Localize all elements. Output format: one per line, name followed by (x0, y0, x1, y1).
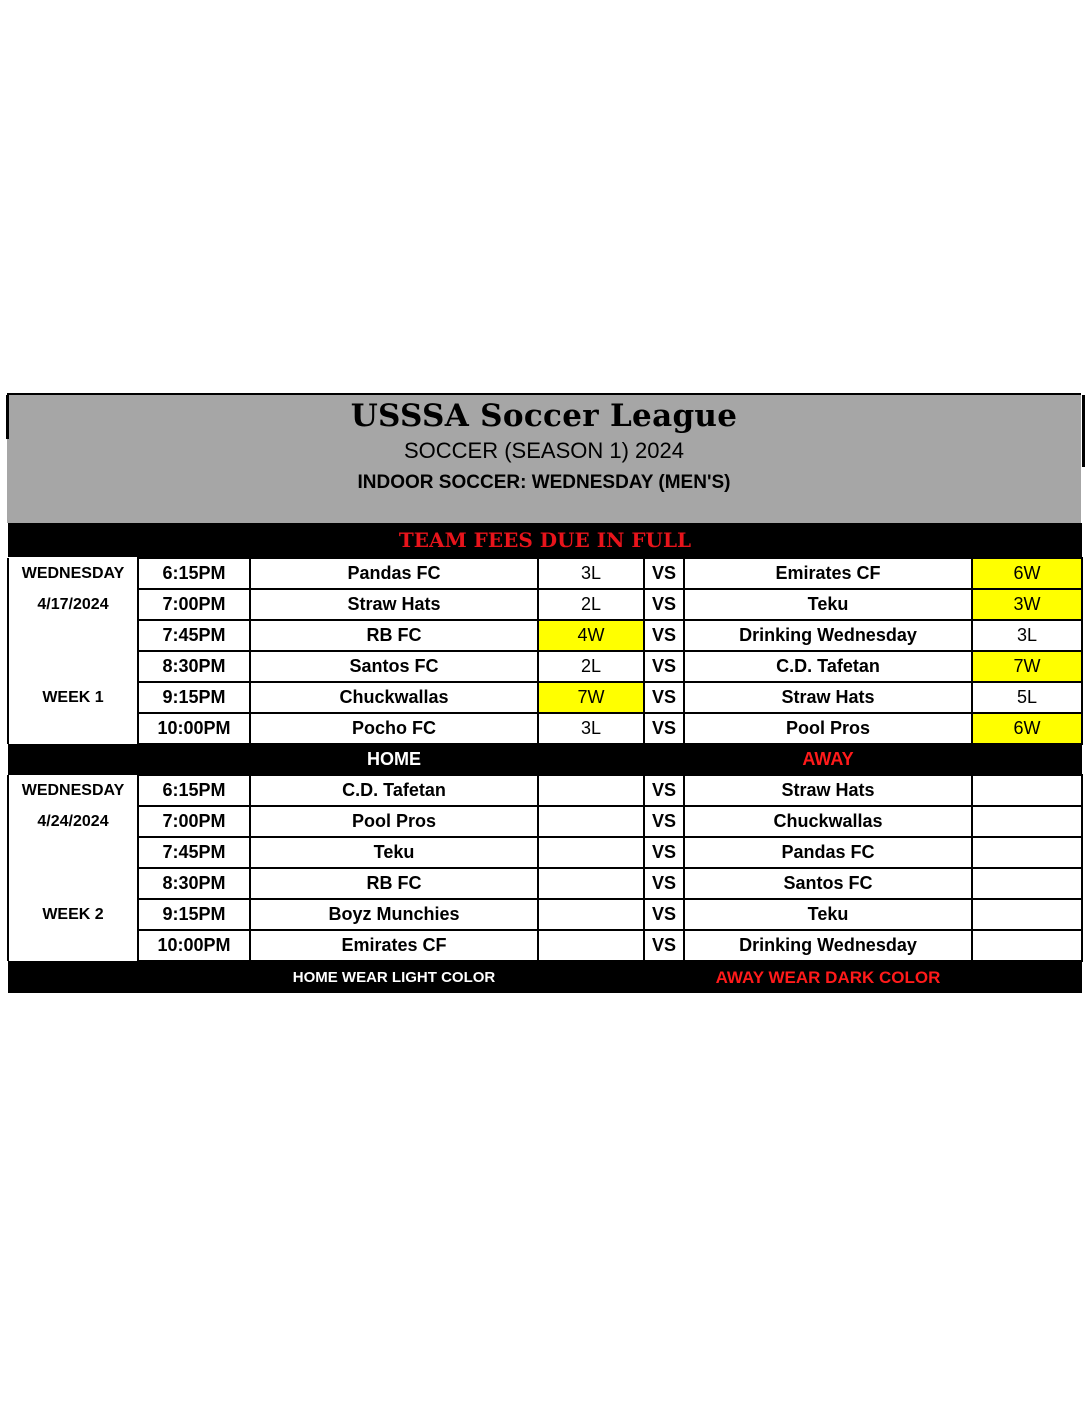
fees-banner: TEAM FEES DUE IN FULL (8, 523, 1082, 558)
week1-games (8, 558, 1082, 744)
home-team: Straw Hats (250, 589, 538, 620)
away-team: Straw Hats (684, 682, 972, 713)
league-title: USSSA Soccer League (350, 398, 738, 434)
game-row (8, 930, 1082, 961)
game-row (8, 558, 1082, 589)
home-result (538, 837, 644, 868)
home-result: 3L (538, 558, 644, 589)
week2-games (8, 775, 1082, 961)
season-title: SOCCER (SEASON 1) 2024 (404, 438, 684, 463)
division-title: INDOOR SOCCER: WEDNESDAY (MEN'S) (357, 472, 731, 493)
game-row (8, 713, 1082, 744)
away-result (972, 899, 1082, 930)
header-rule-right (1082, 395, 1085, 467)
game-time: 9:15PM (138, 899, 250, 930)
wear-footer-row (8, 961, 1082, 993)
game-row (8, 620, 1082, 651)
away-result: 3L (972, 620, 1082, 651)
game-day: WEDNESDAY (8, 558, 138, 589)
vs-label: VS (644, 930, 684, 961)
vs-label: VS (644, 806, 684, 837)
vs-label: VS (644, 713, 684, 744)
footer-spacer (972, 961, 1082, 993)
vs-label: VS (644, 682, 684, 713)
home-wear-note: HOME WEAR LIGHT COLOR (250, 961, 538, 993)
game-time: 10:00PM (138, 930, 250, 961)
schedule-header (7, 393, 1081, 523)
away-result (972, 930, 1082, 961)
home-team: C.D. Tafetan (250, 775, 538, 806)
home-result (538, 899, 644, 930)
home-team: Pocho FC (250, 713, 538, 744)
day-cell (8, 620, 138, 651)
home-team: Emirates CF (250, 930, 538, 961)
game-day: WEDNESDAY (8, 775, 138, 806)
game-row (8, 868, 1082, 899)
footer-spacer (538, 961, 644, 993)
game-date: 4/17/2024 (8, 589, 138, 620)
away-result (972, 775, 1082, 806)
label-spacer (538, 744, 644, 775)
home-result (538, 775, 644, 806)
footer-spacer (138, 961, 250, 993)
home-result: 2L (538, 589, 644, 620)
away-result: 3W (972, 589, 1082, 620)
away-result (972, 806, 1082, 837)
game-date: 4/24/2024 (8, 806, 138, 837)
away-team: Pandas FC (684, 837, 972, 868)
away-team: Drinking Wednesday (684, 620, 972, 651)
home-team: Santos FC (250, 651, 538, 682)
fees-banner-row (8, 523, 1082, 558)
game-time: 8:30PM (138, 651, 250, 682)
home-team: RB FC (250, 868, 538, 899)
game-row (8, 682, 1082, 713)
home-result: 7W (538, 682, 644, 713)
home-team: RB FC (250, 620, 538, 651)
day-cell (8, 713, 138, 744)
home-team: Chuckwallas (250, 682, 538, 713)
footer-spacer (8, 961, 138, 993)
away-result (972, 837, 1082, 868)
label-spacer (8, 744, 138, 775)
week-label: WEEK 1 (8, 682, 138, 713)
week-label: WEEK 2 (8, 899, 138, 930)
game-row (8, 806, 1082, 837)
home-result (538, 930, 644, 961)
away-team: Straw Hats (684, 775, 972, 806)
away-result: 6W (972, 713, 1082, 744)
game-row (8, 899, 1082, 930)
game-time: 8:30PM (138, 868, 250, 899)
vs-label: VS (644, 899, 684, 930)
vs-label: VS (644, 589, 684, 620)
home-result: 2L (538, 651, 644, 682)
game-row (8, 775, 1082, 806)
away-result (972, 868, 1082, 899)
day-cell (8, 837, 138, 868)
home-result: 4W (538, 620, 644, 651)
label-spacer (138, 744, 250, 775)
game-row (8, 589, 1082, 620)
game-time: 7:45PM (138, 837, 250, 868)
home-result: 3L (538, 713, 644, 744)
away-team: Chuckwallas (684, 806, 972, 837)
home-team: Pandas FC (250, 558, 538, 589)
away-result: 7W (972, 651, 1082, 682)
home-team: Teku (250, 837, 538, 868)
vs-label: VS (644, 620, 684, 651)
label-spacer (644, 744, 684, 775)
game-time: 10:00PM (138, 713, 250, 744)
home-away-label-row (8, 744, 1082, 775)
away-label: AWAY (684, 744, 972, 775)
game-row (8, 837, 1082, 868)
home-result (538, 806, 644, 837)
home-team: Pool Pros (250, 806, 538, 837)
game-time: 7:45PM (138, 620, 250, 651)
day-cell (8, 651, 138, 682)
away-team: Pool Pros (684, 713, 972, 744)
home-label: HOME (250, 744, 538, 775)
away-team: Drinking Wednesday (684, 930, 972, 961)
home-result (538, 868, 644, 899)
away-result: 6W (972, 558, 1082, 589)
vs-label: VS (644, 651, 684, 682)
day-cell (8, 868, 138, 899)
game-time: 9:15PM (138, 682, 250, 713)
day-cell (8, 930, 138, 961)
game-time: 7:00PM (138, 806, 250, 837)
away-team: Teku (684, 899, 972, 930)
game-time: 7:00PM (138, 589, 250, 620)
vs-label: VS (644, 775, 684, 806)
schedule-sheet (7, 393, 1081, 993)
away-team: Santos FC (684, 868, 972, 899)
game-time: 6:15PM (138, 775, 250, 806)
game-row (8, 651, 1082, 682)
vs-label: VS (644, 558, 684, 589)
away-team: C.D. Tafetan (684, 651, 972, 682)
game-time: 6:15PM (138, 558, 250, 589)
schedule-table (7, 523, 1083, 993)
away-team: Emirates CF (684, 558, 972, 589)
footer-spacer (644, 961, 684, 993)
label-spacer (972, 744, 1082, 775)
away-wear-note: AWAY WEAR DARK COLOR (684, 961, 972, 993)
away-team: Teku (684, 589, 972, 620)
vs-label: VS (644, 868, 684, 899)
home-team: Boyz Munchies (250, 899, 538, 930)
away-result: 5L (972, 682, 1082, 713)
vs-label: VS (644, 837, 684, 868)
